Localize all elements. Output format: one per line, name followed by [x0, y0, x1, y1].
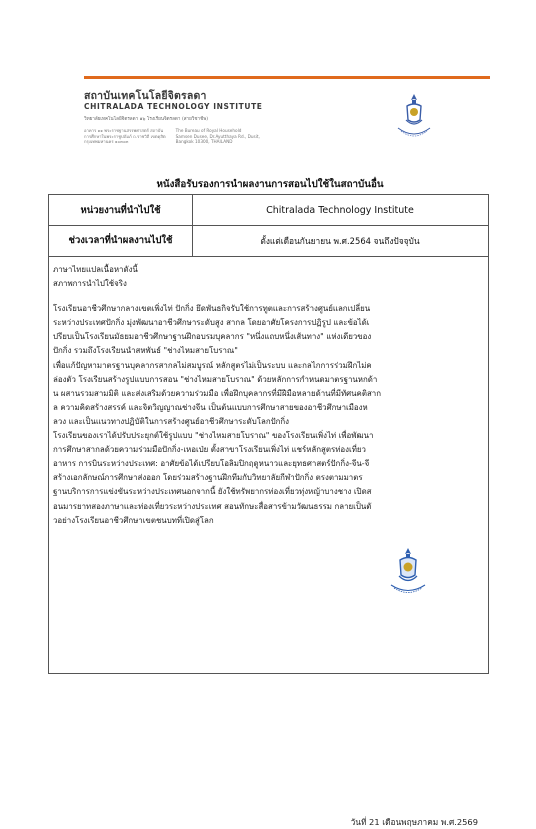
address-thai-line: กรุงเทพมหานคร ๑๐๓๐๓: [84, 139, 129, 145]
paragraph-2-line: ล่องตัว โรงเรียนสร้างรูปแบบการสอน "ช่างไหมสายโบราณ" ด้วยหลักการกำหนดมาตรฐานหกด้า: [53, 374, 378, 384]
address-english-line: Samsen Dusee, Dr.Ayutthaya Rd., Dusit,: [175, 133, 260, 139]
paragraph-1-line: ปักกิ่ง รวมถึงโรงเรียนนำสหพันธ์ "ช่างไหมสายโบราณ": [53, 346, 238, 356]
paragraph-3-line: สร้างเอกลักษณ์การศึกษาส่งออก โดยร่วมสร้างฐานฝึกทีมกับวิทยาลัยกีฬาปักกิ่ง ตรงตามมาตร: [53, 473, 363, 483]
header-accent-bar: [84, 76, 490, 79]
institute-seal-icon: [392, 90, 436, 142]
document-title: หนังสือรับรองการนำผลงานการสอนไปใช้ในสถาบันอื่น: [156, 179, 384, 190]
paragraph-3-line: การศึกษาสากลด้วยความร่วมมือปักกิ่ง-เหอเป่ย ตั้งสาขาโรงเรียนเพิ่งไท่ แชร์หลักสูตรท่องเที่ยว: [53, 445, 366, 455]
address-thai: [84, 128, 166, 145]
paragraph-3-line: อาหาร การบินระหว่างประเทศ: อาศัยข้อได้เปรียบโอลิมปิกฤดูหนาวและยุทธศาสตร์ปักกิ่ง-จีน-จี: [53, 459, 370, 469]
signature-date: วันที่ 21 เดือนพฤษภาคม พ.ศ.2569: [350, 817, 478, 827]
body-text: [53, 263, 483, 528]
paragraph-2-line: น ผสานรวมสามมิติ และส่งเสริมด้วยความร่วมมือ เพื่อฝึกบุคลากรที่มีฝีมือหลายด้านที่มีทัศนคติสาก: [53, 388, 381, 398]
paragraph-2-line: ลวง และเป็นแนวทางปฏิบัติในการสร้างศูนย์อาชีวศึกษาระดับโลกปักกิ่ง: [53, 416, 290, 426]
agency-value: Chitralada Technology Institute: [266, 204, 414, 216]
table-row-agency: [49, 195, 488, 226]
paragraph-1-line: ระหว่างประเทศปักกิ่ง มุ่งพัฒนาอาชีวศึกษาระดับสูง สากล โดยอาศัยโครงการปฏิรูป และข้อได้เ: [53, 318, 370, 328]
address-english-line: The Bureau of Royal Household: [175, 128, 242, 133]
letterhead: [84, 90, 384, 145]
period-value: ตั้งแต่เดือนกันยายน พ.ศ.2564 จนถึงปัจจุบัน: [260, 235, 420, 246]
institute-name-thai: สถาบันเทคโนโลยีจิตรลดา: [84, 90, 207, 102]
address-english-line: Bangkok 10300, THAILAND: [175, 139, 233, 145]
intro-line: สภาพการนำไปใช้จริง: [53, 279, 127, 289]
address-block: [84, 128, 384, 145]
paragraph-1-line: ปรียบเป็นโรงเรียนมัธยมอาชีวศึกษาฐานฝึกอบรมบุคลากร "หนึ่งแถบหนึ่งเส้นทาง" แห่งเดียวของ: [53, 332, 372, 342]
period-label: ช่วงเวลาที่นำผลงานไปใช้: [49, 225, 193, 256]
table-row-period: [49, 225, 488, 257]
paragraph-2-line: เพื่อแก้ปัญหามาตรฐานบุคลากรสากลไม่สมบูรณ์ หลักสูตรไม่เป็นระบบ และกลไกการร่วมฝึกไม่ค: [53, 360, 372, 370]
certificate-table: [48, 194, 489, 827]
institute-subline: วิทยาลัยเทคโนโลยีจิตรลดา ๑๖ โรงเรียนจิตรลดา (สายวิชาชีพ): [84, 117, 209, 122]
paragraph-3-line: ฐานบริการการแข่งขันระหว่างประเทศนอกจากนี้ ยังใช้ทรัพยากรท่องเที่ยวทุ่งหญ้าบางชาง เปิดส: [53, 487, 372, 497]
address-thai-line: อาคาร ๑๑ พระราชฐานสรรพศาสตร์ สถาบัน: [84, 128, 164, 133]
agency-label: หน่วยงานที่นำไปใช้: [49, 195, 193, 225]
institute-seal-icon: [385, 545, 431, 597]
paragraph-3-line: อนมารยาทสองภาษาและท่องเที่ยวระหว่างประเทศ สอนทักษะสื่อสารข้ามวัฒนธรรม กลายเป็นตั: [53, 501, 372, 511]
paragraph-1-line: โรงเรียนอาชีวศึกษากลางเขตเพิ่งไท่ ปักกิ่ง ยึดพันธกิจรับใช้การทูตและการสร้างศูนย์แลกเปลี่ยน: [53, 304, 371, 314]
paragraph-2-line: ล ความคิดสร้างสรรค์ และจิตวิญญาณช่างจีน เป็นต้นแบบการศึกษาสายของอาชีวศึกษาเมืองห: [53, 402, 368, 412]
institute-name-english: CHITRALADA TECHNOLOGY INSTITUTE: [84, 102, 263, 111]
intro-line: ภาษาไทยแปลเนื้อหาดังนี้: [53, 265, 138, 274]
paragraph-3-line: โรงเรียนของเราได้ปรับประยุกต์ใช้รูปแบบ "ช่างไหมสายโบราณ" ของโรงเรียนเพิ่งไท่ เพื่อพัฒนา: [53, 431, 374, 441]
paragraph-3-line: วอย่างโรงเรียนอาชีวศึกษาเขตชนบทที่เปิดสู่โลก: [53, 515, 214, 525]
address-thai-line: การศึกษาในพระราชูปถัมภ์ ถ.ราชวิถี เขตดุสิต: [84, 133, 166, 139]
address-english: [176, 128, 260, 145]
